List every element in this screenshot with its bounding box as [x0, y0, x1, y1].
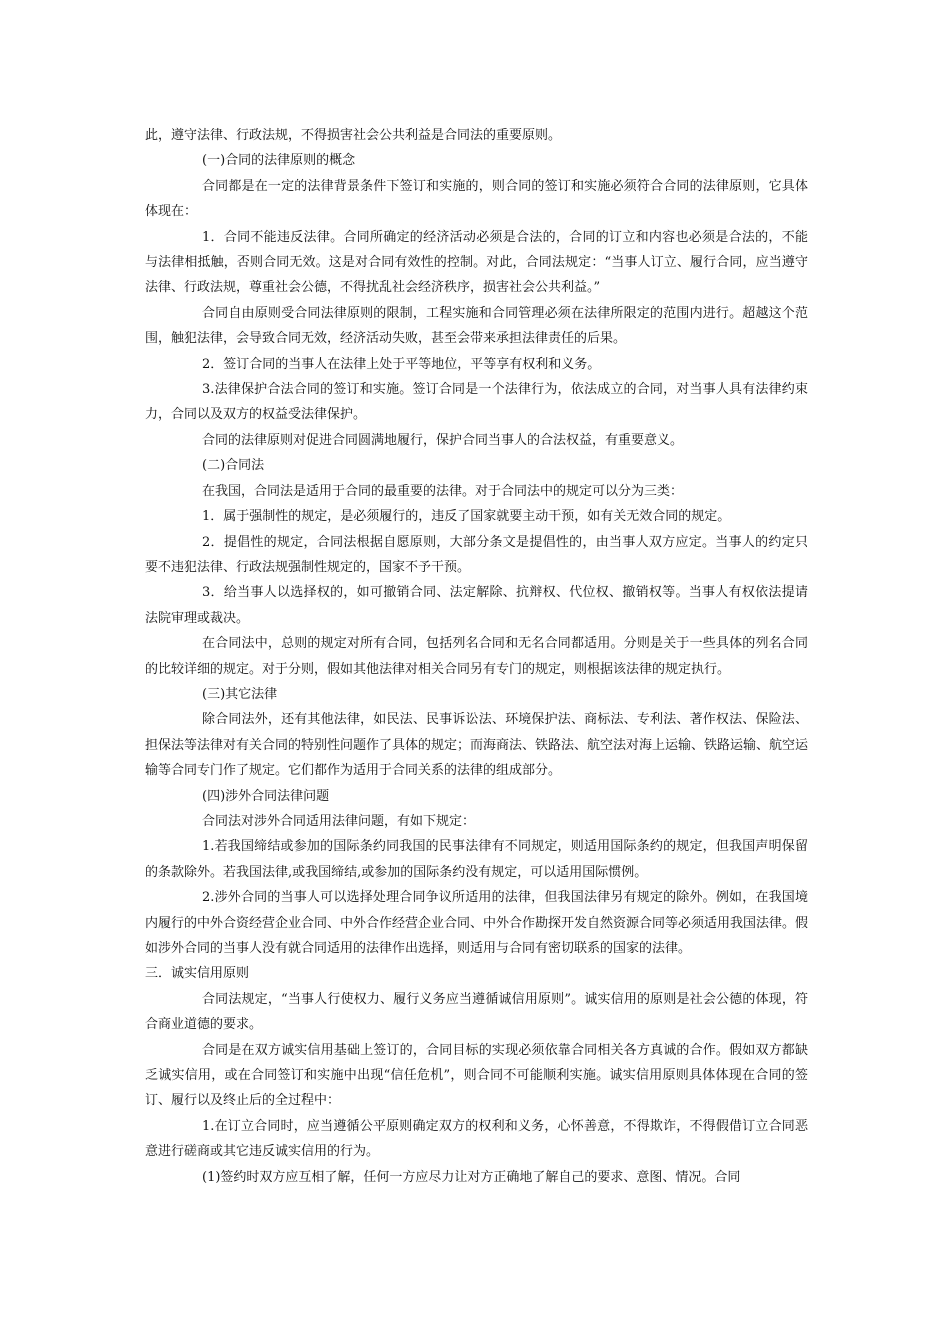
- paragraph: 合同的法律原则对促进合同圆满地履行，保护合同当事人的合法权益，有重要意义。: [202, 432, 684, 448]
- paragraph: 合同是在双方诚实信用基础上签订的，合同目标的实现必须依靠合同相关各方真诚的合作。假如双方都缺乏诚实信用，或在合同签订和实施中出现“信任危机”，则合同不可能顺利实施。诚实信用原则具体体现在合同的签订、履行以及终止后的全过程中：: [145, 1042, 808, 1109]
- document-body: [145, 123, 808, 1190]
- paragraph: 除合同法外，还有其他法律，如民法、民事诉讼法、环境保护法、商标法、专利法、著作权法、保险法、担保法等法律对有关合同的特别性问题作了具体的规定；而海商法、铁路法、航空法对海上运输、铁路运输、航空运输等合同专门作了规定。它们都作为适用于合同关系的法律的组成部分。: [145, 712, 809, 779]
- section-heading: (一)合同的法律原则的概念: [202, 153, 356, 169]
- paragraph: 在合同法中，总则的规定对所有合同，包括列名合同和无名合同都适用。分则是关于一些具体的列名合同的比较详细的规定。对于分则，假如其他法律对相关合同另有专门的规定，则根据该法律的规定执行。: [145, 636, 808, 677]
- list-item: 1.若我国缔结或参加的国际条约同我国的民事法律有不同规定，则适用国际条约的规定，但我国声明保留的条款除外。若我国法律,或我国缔结,或参加的国际条约没有规定，可以适用国际惯例。: [145, 839, 808, 880]
- chapter-heading: 三．诚实信用原则: [145, 966, 250, 982]
- list-item: 2．提倡性的规定，合同法根据自愿原则，大部分条文是提倡性的，由当事人双方应定。当事人的约定只要不违犯法律、行政法规强制性规定的，国家不予干预。: [145, 534, 808, 575]
- section-heading: (二)合同法: [202, 458, 265, 474]
- list-item: 1.在订立合同时，应当遵循公平原则确定双方的权利和义务，心怀善意，不得欺诈，不得假借订立合同恶意进行磋商或其它违反诚实信用的行为。: [145, 1118, 808, 1160]
- list-item: 3．给当事人以选择权的，如可撤销合同、法定解除、抗辩权、代位权、撤销权等。当事人有权依法提请法院审理或裁决。: [145, 585, 808, 626]
- section-heading: (三)其它法律: [202, 686, 278, 702]
- paragraph: 合同法规定，“当事人行使权力、履行义务应当遵循诚信用原则”。诚实信用的原则是社会公德的体现，符合商业道德的要求。: [145, 991, 808, 1033]
- paragraph: 合同法对涉外合同适用法律问题，有如下规定：: [202, 813, 476, 829]
- list-item: 1．属于强制性的规定，是必须履行的，违反了国家就要主动干预，如有关无效合同的规定。: [202, 509, 731, 525]
- list-item: (1)签约时双方应互相了解，任何一方应尽力让对方正确地了解自己的要求、意图、情况。合同: [202, 1169, 741, 1185]
- list-item: 3.法律保护合法合同的签订和实施。签订合同是一个法律行为，依法成立的合同，对当事人具有法律约束力，合同以及双方的权益受法律保护。: [145, 382, 808, 423]
- list-item: 2.涉外合同的当事人可以选择处理合同争议所适用的法律，但我国法律另有规定的除外。例如，在我国境内履行的中外合资经营企业合同、中外合作经营企业合同、中外合作勘探开发自然资源合同等必须适用我国法律。假如涉外合同的当事人没有就合同适用的法律作出选择，则适用与合同有密切联系的国家的法律。: [145, 890, 809, 956]
- paragraph: 合同都是在一定的法律背景条件下签订和实施的，则合同的签订和实施必须符合合同的法律原则，它具体体现在：: [145, 178, 808, 220]
- paragraph: 在我国，合同法是适用于合同的最重要的法律。对于合同法中的规定可以分为三类：: [202, 483, 684, 499]
- section-heading: (四)涉外合同法律问题: [202, 788, 330, 804]
- list-item: 2．签订合同的当事人在法律上处于平等地位，平等享有权利和义务。: [202, 356, 601, 372]
- paragraph: 合同自由原则受合同法律原则的限制，工程实施和合同管理必须在法律所限定的范围内进行。超越这个范围，触犯法律，会导致合同无效，经济活动失败，甚至会带来承担法律责任的后果。: [145, 305, 808, 347]
- paragraph: 此，遵守法律、行政法规，不得损害社会公共利益是合同法的重要原则。: [145, 128, 562, 143]
- list-item: 1．合同不能违反法律。合同所确定的经济活动必须是合法的，合同的订立和内容也必须是合法的，不能与法律相抵触，否则合同无效。这是对合同有效性的控制。对此，合同法规定：“当事人订立、履行合同，应当遵守法律、行政法规，尊重社会公德，不得扰乱社会经济秩序，损害社会公共利益。”: [145, 229, 808, 296]
